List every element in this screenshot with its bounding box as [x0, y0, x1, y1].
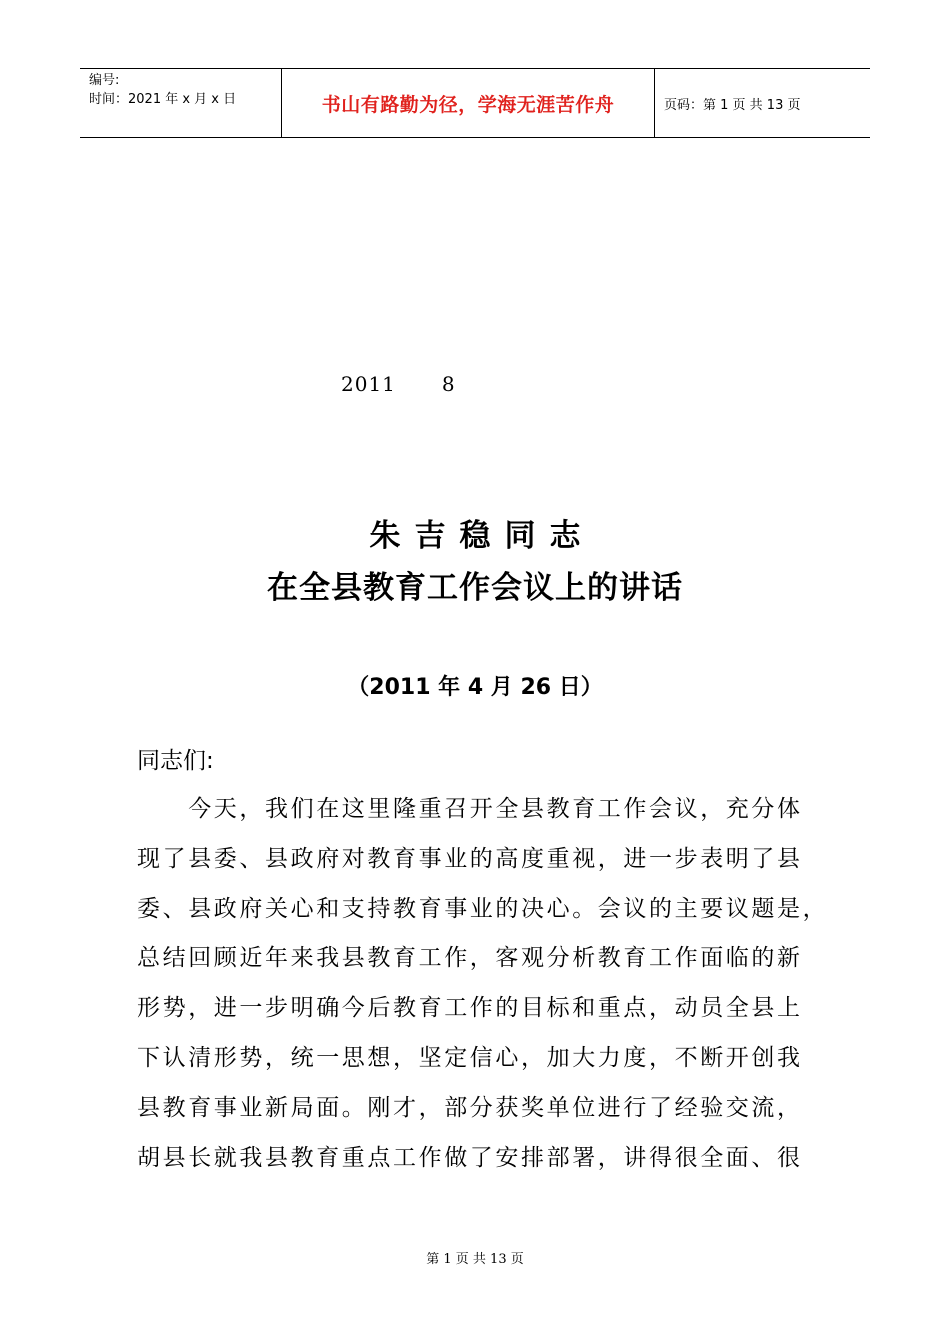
number-label: 编号: — [89, 73, 120, 88]
body-line: 总结回顾近年来我县教育工作，客观分析教育工作面临的新 — [137, 945, 803, 972]
document-title-topic: 在全县教育工作会议上的讲话 — [267, 570, 683, 606]
page-footer: 第 1 页 共 13 页 — [426, 1252, 524, 1267]
header-meta — [80, 69, 282, 137]
body-line: 下认清形势，统一思想，坚定信心，加大力度，不断开创我 — [137, 1044, 803, 1071]
body-line: 县教育事业新局面。刚才，部分获奖单位进行了经验交流， — [137, 1094, 803, 1121]
body-line: 形势，进一步明确今后教育工作的目标和重点，动员全县上 — [137, 995, 803, 1022]
body-line: 现了县委、县政府对教育事业的高度重视，进一步表明了县 — [137, 845, 803, 872]
document-title-speaker: 朱吉稳同志 — [369, 518, 595, 554]
body-paragraph — [137, 790, 837, 1188]
doc-year: 2011 — [341, 372, 396, 396]
doc-month: 8 — [441, 372, 456, 396]
salutation: 同志们: — [137, 748, 214, 774]
body-line: 委、县政府关心和支持教育事业的决心。会议的主要议题是， — [137, 895, 829, 922]
header-motto: 书山有路勤为径，学海无涯苦作舟 — [282, 69, 655, 137]
speech-date: （2011 年 4 月 26 日） — [347, 675, 603, 700]
body-line: 今天，我们在这里隆重召开全县教育工作会议，充分体 — [137, 796, 803, 822]
body-line: 胡县长就我县教育重点工作做了安排部署，讲得很全面、很 — [137, 1144, 803, 1171]
page-header — [80, 68, 870, 138]
time-label: 时间：2021 年 x 月 x 日 — [89, 92, 237, 107]
year-month-line — [341, 372, 456, 396]
header-page-info: 页码：第 1 页 共 13 页 — [664, 97, 801, 113]
